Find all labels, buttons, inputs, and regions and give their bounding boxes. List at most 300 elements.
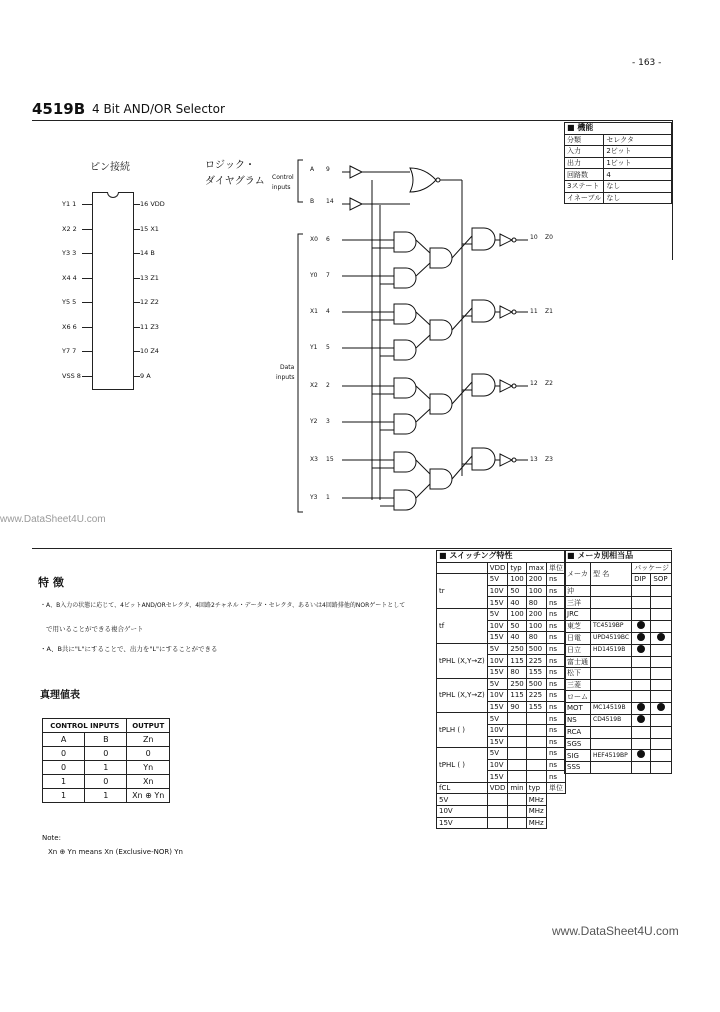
pin-right-label: 14 B <box>140 249 155 257</box>
switching-cell: 250 <box>508 643 526 655</box>
xnor-gate <box>430 394 452 414</box>
output-buffer <box>500 306 512 318</box>
maker-sop <box>651 726 672 738</box>
switching-cell: 200 <box>526 608 546 620</box>
switching-cell: ns <box>547 678 566 690</box>
maker-type: HD14519B <box>591 644 632 656</box>
output-gate <box>472 300 495 322</box>
logic-input-name: Y0 <box>310 272 318 279</box>
maker-type <box>591 656 632 668</box>
maker-row <box>565 620 672 632</box>
and-gate <box>394 490 416 510</box>
switching-row <box>437 748 566 760</box>
data-bracket <box>298 234 303 512</box>
truth-cell-b: 0 <box>85 775 127 789</box>
function-table <box>564 122 672 204</box>
package-dot-icon <box>637 645 645 653</box>
truth-table-title: 真理値表 <box>40 690 80 701</box>
switching-cell: 15V <box>487 701 508 713</box>
switching-cell: 10V <box>487 620 508 632</box>
output-buffer <box>500 454 512 466</box>
switching-cell: 100 <box>508 608 526 620</box>
and-gate <box>394 452 416 472</box>
makers-title: ■ メーカ別相当品 <box>565 551 672 563</box>
maker-row <box>565 668 672 680</box>
data-label-1: Data <box>280 364 295 371</box>
switching-cell: 155 <box>526 701 546 713</box>
maker-name: 松下 <box>565 668 591 680</box>
pin-right-label: 10 Z4 <box>140 347 159 355</box>
pin-right-label: 13 Z1 <box>140 273 159 282</box>
maker-dip <box>632 597 651 609</box>
truth-table <box>42 718 170 803</box>
maker-name: 日電 <box>565 632 591 644</box>
switching-cell: ns <box>547 748 566 760</box>
switching-cell: ns <box>547 690 566 702</box>
truth-cell-a: 1 <box>43 775 85 789</box>
fcl-cell <box>508 817 526 829</box>
switching-cell: 5V <box>487 574 508 586</box>
features-title: 特 徴 <box>38 576 64 589</box>
maker-row <box>565 632 672 644</box>
switching-cell: ns <box>547 713 566 725</box>
maker-type <box>591 585 632 597</box>
fcl-cell: MHz <box>526 794 546 806</box>
maker-dip <box>632 608 651 620</box>
maker-row <box>565 762 672 774</box>
and-gate <box>394 378 416 398</box>
maker-type <box>591 726 632 738</box>
switching-cell: ns <box>547 608 566 620</box>
fcl-h-unit: 単位 <box>547 782 566 794</box>
maker-name: 三洋 <box>565 597 591 609</box>
maker-name: 富士通 <box>565 656 591 668</box>
switching-cell: 100 <box>508 574 526 586</box>
switching-cell: 40 <box>508 597 526 609</box>
maker-sop <box>651 702 672 714</box>
maker-type <box>591 608 632 620</box>
maker-row <box>565 714 672 726</box>
switching-cell: ns <box>547 620 566 632</box>
features-line-1: ・A、B入力の状態に応じて、4ビットAND/ORセレクタ、4回路2チャネル・データ・セレクタ、あるいは4回路排他的NORゲートとして <box>40 602 406 609</box>
function-value: 4 <box>604 169 672 181</box>
logic-input-name: Y2 <box>310 418 318 425</box>
logic-input-name: B <box>310 198 315 205</box>
switching-cell: 10V <box>487 759 508 771</box>
maker-row <box>565 702 672 714</box>
maker-dip <box>632 620 651 632</box>
maker-name: 日立 <box>565 644 591 656</box>
function-value: 2ビット <box>604 146 672 158</box>
fcl-cell <box>487 806 508 818</box>
switching-cell: ns <box>547 632 566 644</box>
makers-col-type: 型 名 <box>591 562 632 585</box>
maker-dip <box>632 585 651 597</box>
and-gate <box>394 304 416 324</box>
maker-type: CD4519B <box>591 714 632 726</box>
and-gate <box>394 232 416 252</box>
fcl-row <box>437 817 566 829</box>
and-gate <box>394 340 416 360</box>
and-gate <box>394 268 416 288</box>
maker-dip <box>632 762 651 774</box>
switching-cell: ns <box>547 724 566 736</box>
tt-col-a: A <box>43 733 85 747</box>
switching-cell: 5V <box>487 748 508 760</box>
watermark-bottom: www.DataSheet4U.com <box>552 924 679 938</box>
switching-cell: 10V <box>487 724 508 736</box>
fcl-h-vdd: VDD <box>487 782 508 794</box>
logic-output-name: Z3 <box>545 456 553 463</box>
logic-output-name: Z2 <box>545 380 553 387</box>
sw-h-unit: 単位 <box>547 562 566 574</box>
maker-sop <box>651 679 672 691</box>
switching-param: tPHL ( ) <box>437 748 488 783</box>
fcl-cell <box>508 794 526 806</box>
maker-sop <box>651 608 672 620</box>
switching-cell: 40 <box>508 632 526 644</box>
switching-cell: 225 <box>526 690 546 702</box>
tt-header-output: OUTPUT <box>127 719 170 733</box>
switching-cell: 250 <box>508 678 526 690</box>
control-label-2: inputs <box>272 184 291 191</box>
switching-cell: 50 <box>508 620 526 632</box>
maker-name: RCA <box>565 726 591 738</box>
maker-dip <box>632 656 651 668</box>
truth-cell-b: 1 <box>85 789 127 803</box>
switching-cell: ns <box>547 759 566 771</box>
pin-right-label: 12 Z2 <box>140 298 159 306</box>
maker-dip <box>632 702 651 714</box>
fcl-label: fCL <box>437 782 488 794</box>
maker-name: SSS <box>565 762 591 774</box>
truth-cell-b: 1 <box>85 761 127 775</box>
sw-h-typ: typ <box>508 562 526 574</box>
makers-col-dip: DIP <box>632 574 651 586</box>
logic-input-pin: 14 <box>326 198 334 205</box>
pin-right-label: 16 VDD <box>140 200 165 208</box>
watermark-left: www.DataSheet4U.com <box>0 514 106 525</box>
maker-dip <box>632 679 651 691</box>
logic-title-1: ロジック・ <box>205 160 255 171</box>
logic-output-pin: 13 <box>530 456 538 463</box>
fcl-cell <box>508 806 526 818</box>
maker-sop <box>651 750 672 762</box>
maker-type <box>591 668 632 680</box>
switching-cell: 500 <box>526 678 546 690</box>
logic-input-name: Y1 <box>310 344 318 351</box>
maker-sop <box>651 738 672 750</box>
logic-output-pin: 11 <box>530 308 538 315</box>
switching-param: tPHL (X,Y→Z) <box>437 678 488 713</box>
truth-cell-z: Yn <box>127 761 170 775</box>
function-row <box>565 169 672 181</box>
makers-col-sop: SOP <box>651 574 672 586</box>
tt-header-inputs: CONTROL INPUTS <box>43 719 127 733</box>
fcl-cell: 5V <box>437 794 488 806</box>
logic-output-pin: 12 <box>530 380 538 387</box>
package-dot-icon <box>637 750 645 758</box>
features-line-2: で用いることができる複合ゲート <box>46 625 144 633</box>
maker-row <box>565 597 672 609</box>
logic-input-pin: 3 <box>326 418 330 425</box>
truth-row <box>43 761 170 775</box>
fcl-h-min: min <box>508 782 526 794</box>
switching-cell: 80 <box>508 666 526 678</box>
logic-output-name: Z0 <box>545 234 553 241</box>
switching-param: tr <box>437 574 488 609</box>
mid-rule <box>32 548 672 549</box>
buffer-b <box>350 198 362 210</box>
switching-cell <box>508 748 526 760</box>
switching-cell: ns <box>547 666 566 678</box>
package-dot-icon <box>657 703 665 711</box>
logic-title-2: ダイヤグラム <box>205 176 265 187</box>
logic-input-pin: 1 <box>326 494 330 501</box>
function-row <box>565 192 672 204</box>
switching-cell <box>526 748 546 760</box>
xnor-gate <box>430 469 452 489</box>
truth-cell-a: 1 <box>43 789 85 803</box>
switching-cell: ns <box>547 701 566 713</box>
switching-cell: 500 <box>526 643 546 655</box>
maker-dip <box>632 714 651 726</box>
function-key: 回路数 <box>565 169 604 181</box>
control-bracket <box>298 160 303 202</box>
maker-type <box>591 762 632 774</box>
function-value: 1ビット <box>604 157 672 169</box>
pin-left-label: VSS 8 <box>62 371 81 380</box>
switching-cell <box>526 771 546 783</box>
switching-cell <box>508 771 526 783</box>
logic-input-pin: 5 <box>326 344 330 351</box>
maker-name: MOT <box>565 702 591 714</box>
switching-param: tPHL (X,Y→Z) <box>437 643 488 678</box>
function-value: なし <box>604 192 672 204</box>
maker-row <box>565 691 672 703</box>
maker-name: SIG <box>565 750 591 762</box>
output-gate <box>472 448 495 470</box>
switching-cell <box>526 724 546 736</box>
top-right-rule <box>672 120 673 260</box>
page-number: - 163 - <box>632 58 662 68</box>
maker-name: 東芝 <box>565 620 591 632</box>
switching-param: tPLH ( ) <box>437 713 488 748</box>
part-number: 4519B <box>32 100 86 118</box>
xnor-gate <box>430 320 452 340</box>
fcl-cell: MHz <box>526 806 546 818</box>
package-dot-icon <box>637 621 645 629</box>
pin-left-label: X4 4 <box>62 273 77 282</box>
switching-cell <box>526 713 546 725</box>
switching-cell: 115 <box>508 690 526 702</box>
maker-dip <box>632 726 651 738</box>
maker-row <box>565 679 672 691</box>
logic-output-name: Z1 <box>545 308 553 315</box>
package-dot-icon <box>637 715 645 723</box>
pin-left-label: Y5 5 <box>62 298 77 306</box>
function-value: セレクタ <box>604 134 672 146</box>
maker-name: ローム <box>565 691 591 703</box>
package-dot-icon <box>637 703 645 711</box>
pin-left-label: Y7 7 <box>62 347 77 355</box>
sw-h-vdd: VDD <box>487 562 508 574</box>
pin-panel-title: ピン接続 <box>90 162 130 173</box>
switching-cell: 200 <box>526 574 546 586</box>
switching-cell <box>526 736 546 748</box>
fcl-row <box>437 806 566 818</box>
package-dot-icon <box>657 633 665 641</box>
switching-cell: 10V <box>487 655 508 667</box>
logic-input-name: X2 <box>310 382 318 389</box>
truth-note-text: Xn ⊕ Yn means Xn (Exclusive-NOR) Yn <box>48 848 183 856</box>
switching-cell: 5V <box>487 678 508 690</box>
switching-cell: ns <box>547 655 566 667</box>
maker-sop <box>651 668 672 680</box>
switching-cell: 15V <box>487 632 508 644</box>
switching-cell: 5V <box>487 608 508 620</box>
fcl-cell: 10V <box>437 806 488 818</box>
switching-cell: 80 <box>526 632 546 644</box>
and-gate <box>394 414 416 434</box>
pin-right-label: 9 A <box>140 371 151 380</box>
pin-left-label: X6 6 <box>62 322 77 331</box>
function-key: 入力 <box>565 146 604 158</box>
switching-cell: ns <box>547 574 566 586</box>
logic-input-pin: 2 <box>326 382 330 389</box>
switching-cell: 80 <box>526 597 546 609</box>
maker-sop <box>651 644 672 656</box>
switching-cell: 90 <box>508 701 526 713</box>
pin-left-label: X2 2 <box>62 224 77 233</box>
fcl-h-typ: typ <box>526 782 546 794</box>
switching-cell <box>508 724 526 736</box>
sw-h-max: max <box>526 562 546 574</box>
switching-row <box>437 678 566 690</box>
output-gate <box>472 374 495 396</box>
logic-input-pin: 6 <box>326 236 330 243</box>
maker-dip <box>632 738 651 750</box>
maker-row <box>565 738 672 750</box>
function-key: 出力 <box>565 157 604 169</box>
maker-sop <box>651 632 672 644</box>
switching-cell: 10V <box>487 585 508 597</box>
logic-input-pin: 15 <box>326 456 334 463</box>
maker-sop <box>651 656 672 668</box>
function-table-title: ■ 機能 <box>565 123 672 135</box>
switching-row <box>437 574 566 586</box>
function-key: 3ステート <box>565 180 604 192</box>
function-row <box>565 157 672 169</box>
page-title: 4 Bit AND/OR Selector <box>92 102 225 116</box>
switching-cell: ns <box>547 771 566 783</box>
switching-cell <box>508 759 526 771</box>
maker-sop <box>651 691 672 703</box>
features-line-3: ・A、B共に"L"にすることで、出力を"L"にすることができる <box>40 645 218 653</box>
pin-left-label: Y1 1 <box>62 200 77 208</box>
data-label-2: inputs <box>276 374 295 381</box>
package-dot-icon <box>637 633 645 641</box>
maker-sop <box>651 585 672 597</box>
maker-dip <box>632 691 651 703</box>
logic-input-name: A <box>310 166 315 173</box>
switching-cell: ns <box>547 597 566 609</box>
switching-cell: 15V <box>487 771 508 783</box>
switching-cell: ns <box>547 736 566 748</box>
truth-cell-z: 0 <box>127 747 170 761</box>
switching-cell: ns <box>547 643 566 655</box>
xnor-gate <box>430 248 452 268</box>
maker-sop <box>651 714 672 726</box>
switching-cell: 225 <box>526 655 546 667</box>
function-row <box>565 146 672 158</box>
switching-cell: 115 <box>508 655 526 667</box>
maker-type: MC14519B <box>591 702 632 714</box>
fcl-row <box>437 794 566 806</box>
switching-cell: 5V <box>487 643 508 655</box>
switching-cell: 50 <box>508 585 526 597</box>
switching-cell: 15V <box>487 736 508 748</box>
maker-type <box>591 597 632 609</box>
switching-cell <box>508 736 526 748</box>
maker-name: SGS <box>565 738 591 750</box>
output-buffer <box>500 234 512 246</box>
function-key: イネーブル <box>565 192 604 204</box>
maker-row <box>565 726 672 738</box>
pin-right-label: 15 X1 <box>140 224 159 233</box>
truth-cell-z: Xn ⊕ Yn <box>127 789 170 803</box>
maker-row <box>565 585 672 597</box>
logic-input-pin: 4 <box>326 308 330 315</box>
fcl-cell: MHz <box>526 817 546 829</box>
maker-name: 沖 <box>565 585 591 597</box>
tt-col-b: B <box>85 733 127 747</box>
maker-dip <box>632 750 651 762</box>
truth-row <box>43 789 170 803</box>
switching-cell: 10V <box>487 690 508 702</box>
logic-input-name: X0 <box>310 236 318 243</box>
switching-title: ■ スイッチング特性 <box>437 551 566 563</box>
maker-type: UPD4519BC <box>591 632 632 644</box>
maker-row <box>565 656 672 668</box>
makers-col-package: パッケージ <box>632 562 672 574</box>
maker-sop <box>651 620 672 632</box>
tt-col-z: Zn <box>127 733 170 747</box>
truth-cell-z: Xn <box>127 775 170 789</box>
maker-type <box>591 679 632 691</box>
switching-table <box>436 550 564 829</box>
maker-type: TC4519BP <box>591 620 632 632</box>
pin-left-label: Y3 3 <box>62 249 77 257</box>
maker-row <box>565 608 672 620</box>
control-nor-gate <box>410 168 436 192</box>
function-row <box>565 180 672 192</box>
output-gate <box>472 228 495 250</box>
pin-right-label: 11 Z3 <box>140 322 159 331</box>
maker-type <box>591 738 632 750</box>
switching-param: tf <box>437 608 488 643</box>
switching-cell: 100 <box>526 620 546 632</box>
function-value: なし <box>604 180 672 192</box>
fcl-cell <box>487 817 508 829</box>
logic-input-pin: 9 <box>326 166 330 173</box>
output-buffer <box>500 380 512 392</box>
control-label-1: Control <box>272 174 294 181</box>
maker-type: HEF4519BP <box>591 750 632 762</box>
logic-input-name: X1 <box>310 308 318 315</box>
switching-cell: 15V <box>487 597 508 609</box>
fcl-cell: 15V <box>437 817 488 829</box>
